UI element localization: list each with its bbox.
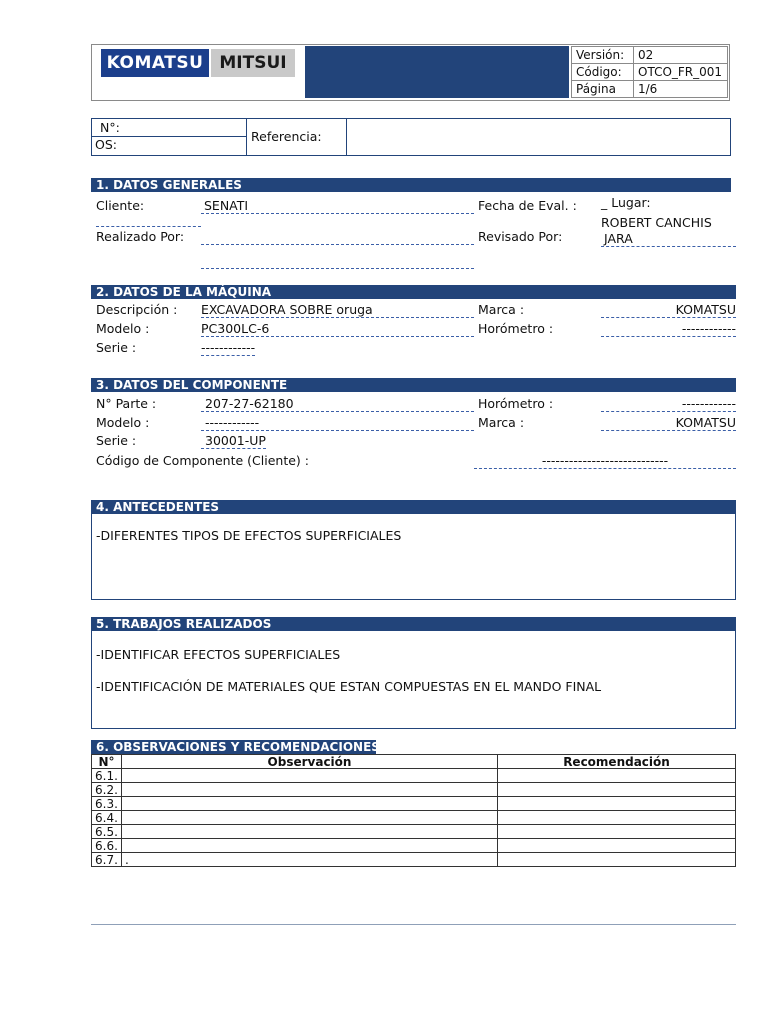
- page-value: 1/6: [634, 81, 728, 98]
- code-value: OTCO_FR_001: [634, 64, 728, 81]
- machine-brand-label: Marca :: [478, 302, 525, 317]
- table-row: 6.4.: [92, 811, 736, 825]
- section-2-title: 2. DATOS DE LA MÁQUINA: [91, 285, 736, 299]
- table-row: 6.3.: [92, 797, 736, 811]
- eval-label: Fecha de Eval. :: [478, 198, 577, 213]
- comp-serie-label: Serie :: [96, 433, 137, 448]
- section-4-title: 4. ANTECEDENTES: [91, 500, 736, 514]
- mitsui-logo: MITSUI: [211, 49, 295, 77]
- version-label: Versión:: [572, 47, 634, 64]
- machine-model-value: PC300LC-6: [201, 321, 474, 337]
- machine-brand-value: KOMATSU: [601, 302, 736, 318]
- machine-desc-label: Descripción :: [96, 302, 178, 317]
- reviewed-value-2: JARA: [601, 231, 736, 247]
- section-1-title: 1. DATOS GENERALES: [91, 178, 731, 192]
- code-label: Código:: [572, 64, 634, 81]
- col-recommendation-header: Recomendación: [498, 755, 736, 769]
- komatsu-logo: KOMATSU: [101, 49, 209, 77]
- footer-divider: [91, 924, 736, 925]
- antecedents-text: -DIFERENTES TIPOS DE EFECTOS SUPERFICIALES: [96, 528, 402, 543]
- comp-model-value: ------------: [201, 415, 474, 431]
- machine-serie-label: Serie :: [96, 340, 137, 355]
- header-title-block: [305, 46, 569, 98]
- eval-value: _ Lugar:: [601, 195, 651, 210]
- version-value: 02: [634, 47, 728, 64]
- col-no-header: N°: [92, 755, 122, 769]
- part-value: 207-27-62180: [201, 396, 474, 412]
- machine-hour-value: ------------: [601, 321, 736, 337]
- os-label: OS:: [95, 137, 117, 152]
- client-label: Cliente:: [96, 198, 145, 213]
- machine-hour-label: Horómetro :: [478, 321, 554, 336]
- section-5-title: 5. TRABAJOS REALIZADOS: [91, 617, 736, 631]
- table-row: 6.2.: [92, 783, 736, 797]
- comp-hour-label: Horómetro :: [478, 396, 554, 411]
- client-value: SENATI: [201, 198, 474, 214]
- page-label: Página: [572, 81, 634, 98]
- machine-serie-value: ------------: [201, 340, 256, 355]
- comp-serie-value: 30001-UP: [201, 433, 266, 449]
- comp-code-label: Código de Componente (Cliente) :: [96, 453, 309, 468]
- observations-table: [91, 754, 736, 867]
- table-row: 6.7. .: [92, 853, 736, 867]
- reviewed-value-1: ROBERT CANCHIS: [601, 215, 712, 230]
- no-label: N°:: [100, 120, 120, 135]
- comp-hour-value: ------------: [601, 396, 736, 412]
- section-3-title: 3. DATOS DEL COMPONENTE: [91, 378, 736, 392]
- reviewed-label: Revisado Por:: [478, 229, 563, 244]
- comp-model-label: Modelo :: [96, 415, 150, 430]
- col-observation-header: Observación: [122, 755, 498, 769]
- table-row: 6.6.: [92, 839, 736, 853]
- works-line-2: -IDENTIFICACIÓN DE MATERIALES QUE ESTAN COMPUESTAS EN EL MANDO FINAL: [96, 679, 602, 694]
- section-6-title: 6. OBSERVACIONES Y RECOMENDACIONES: [91, 740, 376, 754]
- works-line-1: -IDENTIFICAR EFECTOS SUPERFICIALES: [96, 647, 341, 662]
- done-value-line: [201, 230, 474, 245]
- table-row: 6.5.: [92, 825, 736, 839]
- part-label: N° Parte :: [96, 396, 157, 411]
- antecedents-box: [91, 514, 736, 600]
- machine-desc-value: EXCAVADORA SOBRE oruga: [201, 302, 474, 318]
- version-table: [571, 46, 728, 98]
- comp-brand-label: Marca :: [478, 415, 525, 430]
- table-row: 6.1.: [92, 769, 736, 783]
- comp-code-value: ----------------------------: [474, 453, 736, 469]
- comp-brand-value: KOMATSU: [601, 415, 736, 431]
- done-label: Realizado Por:: [96, 229, 185, 244]
- machine-model-label: Modelo :: [96, 321, 150, 336]
- reference-label: Referencia:: [251, 129, 322, 144]
